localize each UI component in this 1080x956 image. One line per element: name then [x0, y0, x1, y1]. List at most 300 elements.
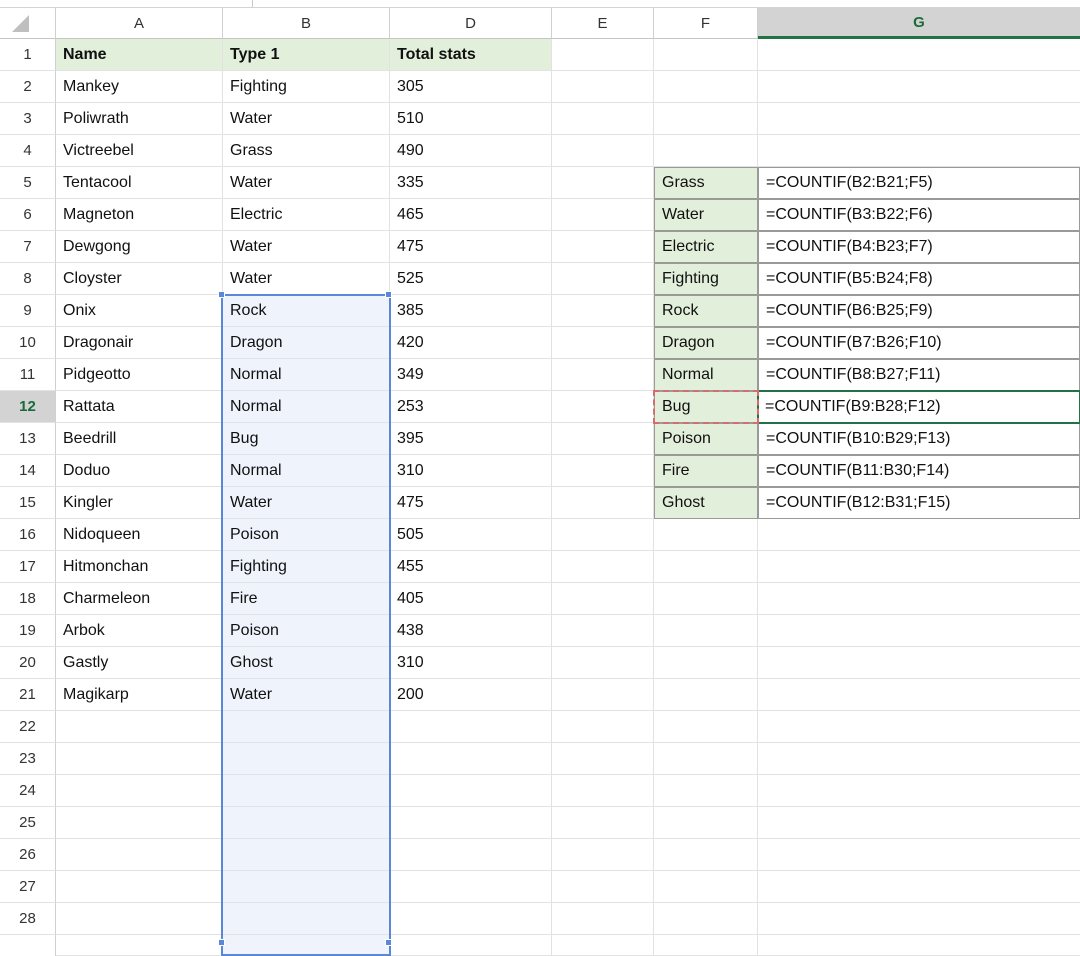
cell-g26[interactable]: [758, 839, 1080, 871]
cell-f6[interactable]: [654, 199, 758, 231]
cell-g11-text: =COUNTIF(B8:B27;F11): [766, 366, 941, 383]
row-header-17[interactable]: [0, 551, 56, 583]
cell-g29[interactable]: [758, 935, 1080, 956]
cell-d28[interactable]: [390, 903, 552, 935]
cell-b28[interactable]: [223, 903, 390, 935]
cell-a24[interactable]: [56, 775, 223, 807]
row-header-6[interactable]: [0, 199, 56, 231]
cell-g1[interactable]: [758, 39, 1080, 71]
cell-a27[interactable]: [56, 871, 223, 903]
row-header-29[interactable]: [0, 935, 56, 956]
cell-e25[interactable]: [552, 807, 654, 839]
row-header-10[interactable]: [0, 327, 56, 359]
cell-d16[interactable]: [390, 519, 552, 551]
row-header-15[interactable]: [0, 487, 56, 519]
cell-b13[interactable]: [223, 423, 390, 455]
row-header-18[interactable]: [0, 583, 56, 615]
row-header-21-label: 21: [19, 686, 36, 703]
cell-a11[interactable]: [56, 359, 223, 391]
cell-e15[interactable]: [552, 487, 654, 519]
cell-f5[interactable]: [654, 167, 758, 199]
row-header-11-label: 11: [19, 366, 36, 383]
selection-handle-bottom-left[interactable]: [218, 939, 225, 946]
cell-b14[interactable]: [223, 455, 390, 487]
cell-b9[interactable]: [223, 295, 390, 327]
cell-d12[interactable]: [390, 391, 552, 423]
cell-e11[interactable]: [552, 359, 654, 391]
row-header-16[interactable]: [0, 519, 56, 551]
cell-e23[interactable]: [552, 743, 654, 775]
row-header-25[interactable]: [0, 807, 56, 839]
cell-a9-text: Onix: [63, 301, 96, 319]
cell-b17-text: Fighting: [230, 557, 287, 575]
cell-f8[interactable]: [654, 263, 758, 295]
cell-d8[interactable]: [390, 263, 552, 295]
cell-b25[interactable]: [223, 807, 390, 839]
cell-a3-text: Poliwrath: [63, 109, 129, 127]
cell-g27[interactable]: [758, 871, 1080, 903]
row-header-23[interactable]: [0, 743, 56, 775]
select-all-corner[interactable]: [0, 8, 56, 39]
cell-a25[interactable]: [56, 807, 223, 839]
cell-b23[interactable]: [223, 743, 390, 775]
cell-f20[interactable]: [654, 647, 758, 679]
row-header-22[interactable]: [0, 711, 56, 743]
cell-g11[interactable]: [758, 359, 1080, 391]
cell-e27[interactable]: [552, 871, 654, 903]
cell-a18-text: Charmeleon: [63, 589, 151, 607]
cell-g16[interactable]: [758, 519, 1080, 551]
cell-f3[interactable]: [654, 103, 758, 135]
cell-g8[interactable]: [758, 263, 1080, 295]
cell-e24[interactable]: [552, 775, 654, 807]
column-header-row[interactable]: [0, 8, 1080, 39]
cell-d25[interactable]: [390, 807, 552, 839]
cell-b27[interactable]: [223, 871, 390, 903]
cell-e5[interactable]: [552, 167, 654, 199]
cell-a2[interactable]: [56, 71, 223, 103]
cell-g15[interactable]: [758, 487, 1080, 519]
cell-a16-text: Nidoqueen: [63, 525, 141, 543]
cell-d23[interactable]: [390, 743, 552, 775]
cell-f7[interactable]: [654, 231, 758, 263]
cell-b6-text: Electric: [230, 205, 283, 223]
cell-a13[interactable]: [56, 423, 223, 455]
cell-g17[interactable]: [758, 551, 1080, 583]
cell-f24[interactable]: [654, 775, 758, 807]
row-header-27-label: 27: [19, 878, 36, 895]
cell-f11[interactable]: [654, 359, 758, 391]
cell-a1[interactable]: [56, 39, 223, 71]
select-all-triangle-icon: [12, 15, 29, 32]
cell-d13[interactable]: [390, 423, 552, 455]
row-header-12[interactable]: [0, 391, 56, 423]
row-header-2[interactable]: [0, 71, 56, 103]
cell-f4[interactable]: [654, 135, 758, 167]
cell-e8[interactable]: [552, 263, 654, 295]
cell-d12-text: 253: [397, 397, 424, 415]
cell-g23[interactable]: [758, 743, 1080, 775]
cell-g9[interactable]: [758, 295, 1080, 327]
cell-e21[interactable]: [552, 679, 654, 711]
cell-d21-text: 200: [397, 685, 424, 703]
row-header-7-label: 7: [23, 238, 32, 255]
column-header-f-label: F: [700, 14, 711, 32]
cell-d14-text: 310: [397, 461, 424, 479]
cell-f13[interactable]: [654, 423, 758, 455]
column-header-g[interactable]: [758, 8, 1080, 39]
row-header-16-label: 16: [19, 526, 36, 543]
row-header-19[interactable]: [0, 615, 56, 647]
row-header-1[interactable]: [0, 39, 56, 71]
row-header-25-label: 25: [19, 814, 36, 831]
cell-e16[interactable]: [552, 519, 654, 551]
cell-d4[interactable]: [390, 135, 552, 167]
selection-handle-top-right[interactable]: [385, 291, 392, 298]
cell-f14-text: Fire: [662, 462, 690, 479]
cell-e26[interactable]: [552, 839, 654, 871]
cell-g14-text: =COUNTIF(B11:B30;F14): [766, 462, 950, 479]
row-header-17-label: 17: [19, 558, 36, 575]
cell-a6[interactable]: [56, 199, 223, 231]
cell-d9-text: 385: [397, 301, 424, 319]
cell-e4[interactable]: [552, 135, 654, 167]
cell-a10-text: Dragonair: [63, 333, 134, 351]
cell-a21-text: Magikarp: [63, 685, 129, 703]
cell-d2-text: 305: [397, 77, 424, 95]
cell-b2[interactable]: [223, 71, 390, 103]
cell-a3[interactable]: [56, 103, 223, 135]
cell-b20[interactable]: [223, 647, 390, 679]
cell-g13[interactable]: [758, 423, 1080, 455]
cell-f16[interactable]: [654, 519, 758, 551]
cell-d13-text: 395: [397, 429, 424, 447]
cell-a26[interactable]: [56, 839, 223, 871]
cell-f23[interactable]: [654, 743, 758, 775]
cell-b24[interactable]: [223, 775, 390, 807]
cell-d27[interactable]: [390, 871, 552, 903]
cell-b22[interactable]: [223, 711, 390, 743]
row-header-27[interactable]: [0, 871, 56, 903]
column-header-d-label: D: [465, 14, 476, 32]
cell-a15-text: Kingler: [63, 493, 113, 511]
cell-d20[interactable]: [390, 647, 552, 679]
cell-d21[interactable]: [390, 679, 552, 711]
cell-g19[interactable]: [758, 615, 1080, 647]
cell-a15[interactable]: [56, 487, 223, 519]
cell-b16[interactable]: [223, 519, 390, 551]
cell-d14[interactable]: [390, 455, 552, 487]
cell-d1[interactable]: [390, 39, 552, 71]
column-header-b[interactable]: [223, 8, 390, 39]
cell-b21[interactable]: [223, 679, 390, 711]
cell-e14[interactable]: [552, 455, 654, 487]
cell-b5[interactable]: [223, 167, 390, 199]
row-header-24[interactable]: [0, 775, 56, 807]
cell-b12-text: Normal: [230, 397, 282, 415]
cell-g10-text: =COUNTIF(B7:B26;F10): [766, 334, 942, 351]
row-header-8-label: 8: [23, 270, 32, 287]
row-header-13[interactable]: [0, 423, 56, 455]
formula-criteria-ref: F12: [907, 398, 936, 415]
cell-g5[interactable]: [758, 167, 1080, 199]
cell-b4-text: Grass: [230, 141, 273, 159]
cell-d3[interactable]: [390, 103, 552, 135]
cell-f25[interactable]: [654, 807, 758, 839]
cell-a18[interactable]: [56, 583, 223, 615]
selection-handle-top-left[interactable]: [218, 291, 225, 298]
cell-g6[interactable]: [758, 199, 1080, 231]
cell-f9-text: Rock: [662, 302, 699, 319]
row-header-15-label: 15: [19, 494, 36, 511]
row-header-3[interactable]: [0, 103, 56, 135]
name-box-edge: [0, 0, 253, 7]
cell-f7-text: Electric: [662, 238, 715, 255]
cell-b15[interactable]: [223, 487, 390, 519]
row-header-9[interactable]: [0, 295, 56, 327]
cell-e3[interactable]: [552, 103, 654, 135]
cell-a8[interactable]: [56, 263, 223, 295]
cell-g4[interactable]: [758, 135, 1080, 167]
cell-d24[interactable]: [390, 775, 552, 807]
cell-f21[interactable]: [654, 679, 758, 711]
cell-b19-text: Poison: [230, 621, 279, 639]
cell-b9-text: Rock: [230, 301, 267, 319]
row-header-1-label: 1: [23, 46, 32, 63]
cell-e1[interactable]: [552, 39, 654, 71]
formula-separator: ;: [903, 398, 908, 415]
cell-d26[interactable]: [390, 839, 552, 871]
cell-b3[interactable]: [223, 103, 390, 135]
cell-g7[interactable]: [758, 231, 1080, 263]
cell-a11-text: Pidgeotto: [63, 365, 131, 383]
cell-b13-text: Bug: [230, 429, 259, 447]
cell-f1[interactable]: [654, 39, 758, 71]
column-header-a[interactable]: [56, 8, 223, 39]
row-header-11[interactable]: [0, 359, 56, 391]
cell-a16[interactable]: [56, 519, 223, 551]
cell-a10[interactable]: [56, 327, 223, 359]
cell-g3[interactable]: [758, 103, 1080, 135]
cell-b12[interactable]: [223, 391, 390, 423]
cell-a7[interactable]: [56, 231, 223, 263]
cell-f18[interactable]: [654, 583, 758, 615]
cell-b11-text: Normal: [230, 365, 282, 383]
cell-b16-text: Poison: [230, 525, 279, 543]
cell-f22[interactable]: [654, 711, 758, 743]
active-cell-g12[interactable]: [757, 390, 1080, 424]
column-header-e[interactable]: [552, 8, 654, 39]
row-header-5[interactable]: [0, 167, 56, 199]
cell-a5[interactable]: [56, 167, 223, 199]
row-header-10-label: 10: [19, 334, 36, 351]
cell-b6[interactable]: [223, 199, 390, 231]
cell-e17[interactable]: [552, 551, 654, 583]
cell-a8-text: Cloyster: [63, 269, 122, 287]
cell-b4[interactable]: [223, 135, 390, 167]
cell-b2-text: Fighting: [230, 77, 287, 95]
row-header-7[interactable]: [0, 231, 56, 263]
cell-b8-text: Water: [230, 269, 273, 287]
cell-f19[interactable]: [654, 615, 758, 647]
cell-b29[interactable]: [223, 935, 390, 956]
cell-d5[interactable]: [390, 167, 552, 199]
cell-a1-text: Name: [63, 45, 107, 63]
cell-e10[interactable]: [552, 327, 654, 359]
row-header-2-label: 2: [23, 78, 32, 95]
cell-d3-text: 510: [397, 109, 424, 127]
cell-b1[interactable]: [223, 39, 390, 71]
cell-d20-text: 310: [397, 653, 424, 671]
cell-d7[interactable]: [390, 231, 552, 263]
row-header-20[interactable]: [0, 647, 56, 679]
cell-b26[interactable]: [223, 839, 390, 871]
row-header-20-label: 20: [19, 654, 36, 671]
cell-d18-text: 405: [397, 589, 424, 607]
cell-g10[interactable]: [758, 327, 1080, 359]
cell-g18[interactable]: [758, 583, 1080, 615]
cell-b7[interactable]: [223, 231, 390, 263]
cell-b10-text: Dragon: [230, 333, 283, 351]
cell-d19-text: 438: [397, 621, 424, 639]
cell-d9[interactable]: [390, 295, 552, 327]
row-header-3-label: 3: [23, 110, 32, 127]
cell-f29[interactable]: [654, 935, 758, 956]
column-header-a-label: A: [133, 14, 144, 32]
cell-d17[interactable]: [390, 551, 552, 583]
cell-f6-text: Water: [662, 206, 705, 223]
cell-d29[interactable]: [390, 935, 552, 956]
cell-d18[interactable]: [390, 583, 552, 615]
cell-a14[interactable]: [56, 455, 223, 487]
cell-b19[interactable]: [223, 615, 390, 647]
cell-f12[interactable]: [654, 391, 758, 423]
cell-a9[interactable]: [56, 295, 223, 327]
cell-f9[interactable]: [654, 295, 758, 327]
formula-range-ref: B9:B28: [850, 398, 904, 415]
cell-d19[interactable]: [390, 615, 552, 647]
cell-f2[interactable]: [654, 71, 758, 103]
cell-d22[interactable]: [390, 711, 552, 743]
cell-b11[interactable]: [223, 359, 390, 391]
cell-f14[interactable]: [654, 455, 758, 487]
cell-d15[interactable]: [390, 487, 552, 519]
cell-a12-text: Rattata: [63, 397, 115, 415]
cell-e22[interactable]: [552, 711, 654, 743]
cell-g5-text: =COUNTIF(B2:B21;F5): [766, 174, 933, 191]
cell-e18[interactable]: [552, 583, 654, 615]
cell-f26[interactable]: [654, 839, 758, 871]
cell-a5-text: Tentacool: [63, 173, 132, 191]
cell-a19[interactable]: [56, 615, 223, 647]
row-header-18-label: 18: [19, 590, 36, 607]
cell-e19[interactable]: [552, 615, 654, 647]
cell-e20[interactable]: [552, 647, 654, 679]
cell-g14[interactable]: [758, 455, 1080, 487]
cell-e9[interactable]: [552, 295, 654, 327]
cell-a20[interactable]: [56, 647, 223, 679]
cell-a4-text: Victreebel: [63, 141, 134, 159]
cell-d11-text: 349: [397, 365, 424, 383]
cell-e6[interactable]: [552, 199, 654, 231]
cell-g15-text: =COUNTIF(B12:B31;F15): [766, 494, 951, 511]
row-header-8[interactable]: [0, 263, 56, 295]
cell-g28[interactable]: [758, 903, 1080, 935]
column-header-b-label: B: [300, 14, 311, 32]
cell-d17-text: 455: [397, 557, 424, 575]
cell-f17[interactable]: [654, 551, 758, 583]
row-header-26[interactable]: [0, 839, 56, 871]
row-header-4[interactable]: [0, 135, 56, 167]
row-header-4-label: 4: [23, 142, 32, 159]
cell-e28[interactable]: [552, 903, 654, 935]
cell-e29[interactable]: [552, 935, 654, 956]
cell-b17[interactable]: [223, 551, 390, 583]
cell-g25[interactable]: [758, 807, 1080, 839]
row-header-24-label: 24: [19, 782, 36, 799]
cell-f10[interactable]: [654, 327, 758, 359]
cell-d10-text: 420: [397, 333, 424, 351]
cell-a28[interactable]: [56, 903, 223, 935]
cell-a7-text: Dewgong: [63, 237, 131, 255]
cell-g22[interactable]: [758, 711, 1080, 743]
cell-d2[interactable]: [390, 71, 552, 103]
column-header-f[interactable]: [654, 8, 758, 39]
row-header-14-label: 14: [19, 462, 36, 479]
cell-a29[interactable]: [56, 935, 223, 956]
cell-e13[interactable]: [552, 423, 654, 455]
cell-g7-text: =COUNTIF(B4:B23;F7): [766, 238, 933, 255]
cell-b7-text: Water: [230, 237, 273, 255]
row-header-19-label: 19: [19, 622, 36, 639]
cell-a23[interactable]: [56, 743, 223, 775]
cell-a12[interactable]: [56, 391, 223, 423]
row-header-9-label: 9: [23, 302, 32, 319]
cell-b10[interactable]: [223, 327, 390, 359]
selection-handle-bottom-right[interactable]: [385, 939, 392, 946]
cell-e12[interactable]: [552, 391, 654, 423]
cell-b18-text: Fire: [230, 589, 258, 607]
cell-g21[interactable]: [758, 679, 1080, 711]
cell-a4[interactable]: [56, 135, 223, 167]
cell-b5-text: Water: [230, 173, 273, 191]
cell-a22[interactable]: [56, 711, 223, 743]
cell-d8-text: 525: [397, 269, 424, 287]
cell-g9-text: =COUNTIF(B6:B25;F9): [766, 302, 933, 319]
cell-b18[interactable]: [223, 583, 390, 615]
cell-f27[interactable]: [654, 871, 758, 903]
column-header-d[interactable]: [390, 8, 552, 39]
row-header-21[interactable]: [0, 679, 56, 711]
cell-f15[interactable]: [654, 487, 758, 519]
cell-d10[interactable]: [390, 327, 552, 359]
cell-e2[interactable]: [552, 71, 654, 103]
cell-a17[interactable]: [56, 551, 223, 583]
row-header-28[interactable]: [0, 903, 56, 935]
cell-d11[interactable]: [390, 359, 552, 391]
cell-b8[interactable]: [223, 263, 390, 295]
row-header-14[interactable]: [0, 455, 56, 487]
cell-g2[interactable]: [758, 71, 1080, 103]
cell-e7[interactable]: [552, 231, 654, 263]
formula-prefix: =COUNTIF(: [765, 398, 851, 415]
cell-a21[interactable]: [56, 679, 223, 711]
cell-d6[interactable]: [390, 199, 552, 231]
cell-g20[interactable]: [758, 647, 1080, 679]
row-header-28-label: 28: [19, 910, 36, 927]
cell-g24[interactable]: [758, 775, 1080, 807]
cell-f28[interactable]: [654, 903, 758, 935]
